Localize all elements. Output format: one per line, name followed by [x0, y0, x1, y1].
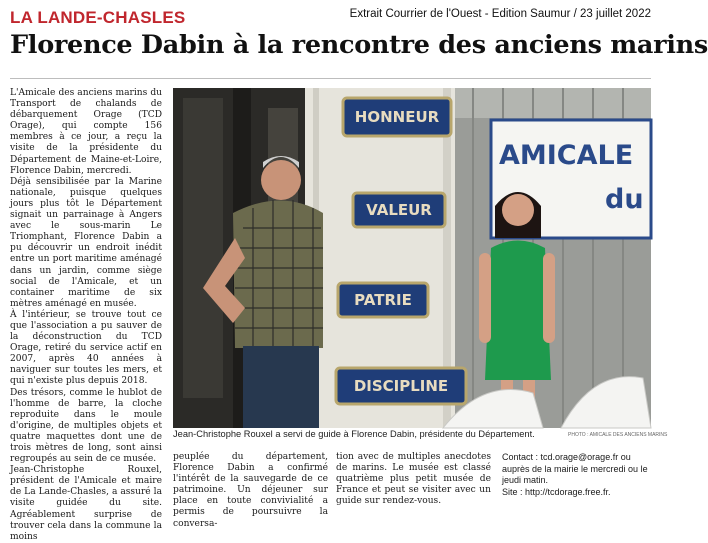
contact-box: [502, 452, 652, 512]
section-kicker: LA LANDE-CHASLES: [10, 8, 186, 27]
banner-text: AMICALE: [499, 140, 634, 171]
plaque-label: HONNEUR: [354, 108, 440, 126]
banner-text: du: [605, 184, 644, 215]
contact-line: Contact : tcd.orage@orage.fr ou auprès de la mairie le mercredi ou le jeudi matin.: [502, 452, 648, 485]
article-column-bottom-2: [336, 452, 491, 512]
plaque-label: VALEUR: [366, 201, 432, 219]
paragraph: Des trésors, comme le hublot de l'homme de barre, la cloche reproduite dans le moule d'origine, de multiples objets et quatre maquettes dont une de trois mètres de long, sont ainsi regroupés au sein de ce musée.: [10, 387, 162, 465]
source-line: Extrait Courrier de l'Ouest - Edition Saumur / 23 juillet 2022: [349, 8, 651, 20]
paragraph: peuplée du département, Florence Dabin a confirmé l'intérêt de la sauvegarde de ce patrimoine. Un déjeuner sur place en toute convivialité a permis de poursuivre la conversa-: [173, 452, 328, 529]
paragraph: L'Amicale des anciens marins du Transport de chalands de débarquement Orage (TCD Orage), qui compte 156 membres à ce jour, a reçu la visite de la présidente du Département de Maine-et-Loire, Florence Dabin, mercredi.: [10, 88, 162, 176]
article-photo: [173, 88, 651, 428]
paragraph: tion avec de multiples anecdotes de marins. Le musée est classé quatrième plus petit musée de France et peut se visiter avec un guide sur rendez-vous.: [336, 452, 491, 507]
paragraph: Déjà sensibilisée par la Marine nationale, puisque quelques jours plus tôt le Département signait un parrainage à Angers avec le sous-marin Le Triomphant, Florence Dabin a pu découvrir un endroit inédit entre un port maritime aménagé dans un jardin, comme siège social de l'Amicale, et un container maritime de six mètres aménagé en musée.: [10, 176, 162, 309]
article-column-bottom-1: [173, 452, 328, 529]
divider: [10, 78, 651, 79]
photo-credit: PHOTO : AMICALE DES ANCIENS MARINS: [568, 432, 668, 438]
photo-caption: Jean-Christophe Rouxel a servi de guide à Florence Dabin, présidente du Département.: [173, 429, 535, 439]
plaque-label: PATRIE: [354, 291, 412, 309]
paragraph: À l'intérieur, se trouve tout ce que l'association a pu sauver de la déconstruction du TCD Orage, retiré du service actif en 2007, après 40 années à naviguer sur toutes les mers, et qui n'existe plus depuis 2018.: [10, 309, 162, 387]
plaque-label: DISCIPLINE: [353, 377, 449, 395]
contact-site: Site : http://tcdorage.free.fr.: [502, 486, 611, 497]
paragraph: Jean-Christophe Rouxel, président de l'Amicale et maire de La Lande-Chasles, a assuré la visite guidée du site. Agréablement surprise de trouver cela dans la commune la moins: [10, 465, 162, 542]
headline: Florence Dabin à la rencontre des anciens marins: [10, 30, 708, 60]
article-column-left: [10, 88, 162, 543]
